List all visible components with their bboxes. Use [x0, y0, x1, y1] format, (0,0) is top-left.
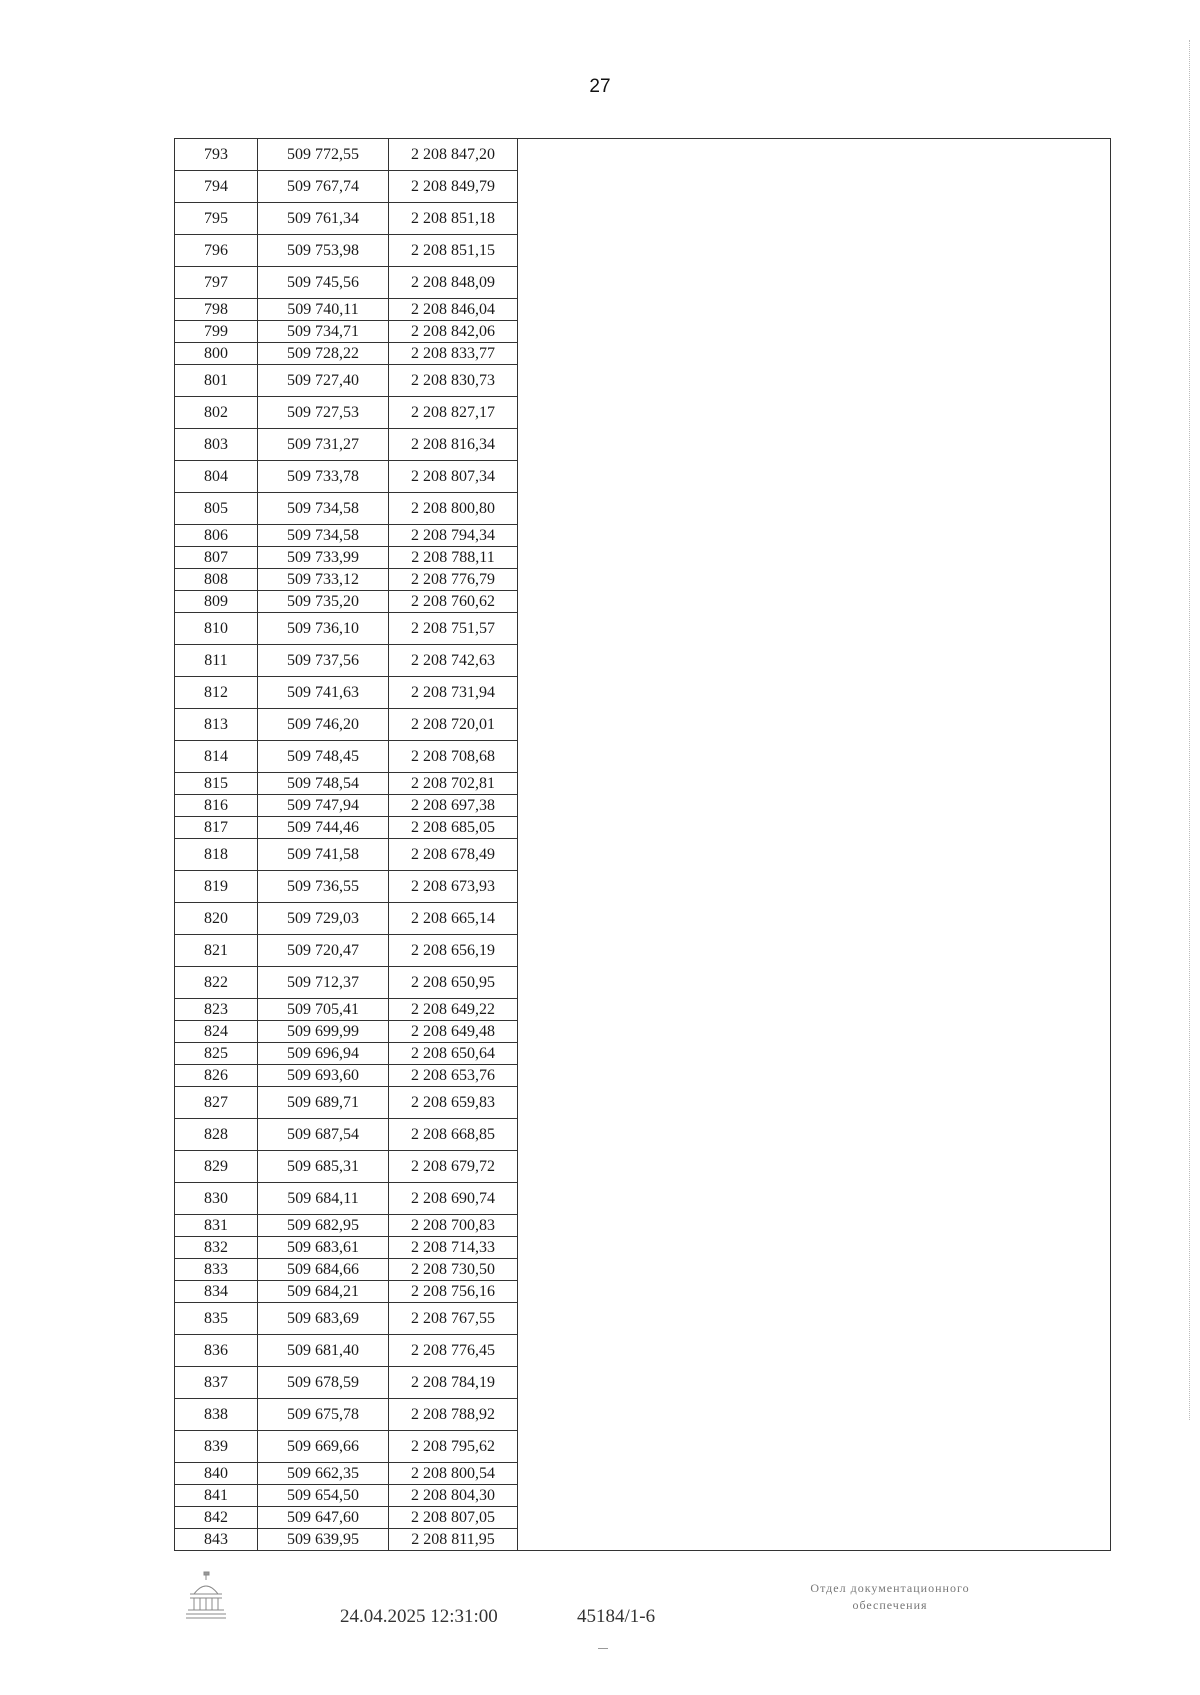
point-number-cell: 795	[175, 203, 258, 235]
y-coordinate-cell: 2 208 702,81	[389, 773, 518, 795]
y-coordinate-cell: 2 208 685,05	[389, 817, 518, 839]
y-coordinate-cell: 2 208 697,38	[389, 795, 518, 817]
y-coordinate-cell: 2 208 700,83	[389, 1215, 518, 1237]
y-coordinate-cell: 2 208 659,83	[389, 1087, 518, 1119]
x-coordinate-cell: 509 687,54	[258, 1119, 389, 1151]
y-coordinate-cell: 2 208 649,22	[389, 999, 518, 1021]
x-coordinate-cell: 509 744,46	[258, 817, 389, 839]
point-number-cell: 801	[175, 365, 258, 397]
y-coordinate-cell: 2 208 784,19	[389, 1367, 518, 1399]
point-number-cell: 805	[175, 493, 258, 525]
point-number-cell: 838	[175, 1399, 258, 1431]
y-coordinate-cell: 2 208 679,72	[389, 1151, 518, 1183]
x-coordinate-cell: 509 684,21	[258, 1281, 389, 1303]
x-coordinate-cell: 509 733,99	[258, 547, 389, 569]
point-number-cell: 826	[175, 1065, 258, 1087]
point-number-cell: 798	[175, 299, 258, 321]
x-coordinate-cell: 509 731,27	[258, 429, 389, 461]
x-coordinate-cell: 509 699,99	[258, 1021, 389, 1043]
footer-department	[740, 1580, 1040, 1614]
x-coordinate-cell: 509 712,37	[258, 967, 389, 999]
y-coordinate-cell: 2 208 650,95	[389, 967, 518, 999]
point-number-cell: 829	[175, 1151, 258, 1183]
y-coordinate-cell: 2 208 846,04	[389, 299, 518, 321]
point-number-cell: 833	[175, 1259, 258, 1281]
point-number-cell: 842	[175, 1507, 258, 1529]
x-coordinate-cell: 509 696,94	[258, 1043, 389, 1065]
x-coordinate-cell: 509 746,20	[258, 709, 389, 741]
point-number-cell: 840	[175, 1463, 258, 1485]
footer-department-line1: Отдел документационного	[810, 1581, 970, 1595]
y-coordinate-cell: 2 208 760,62	[389, 591, 518, 613]
x-coordinate-cell: 509 736,10	[258, 613, 389, 645]
x-coordinate-cell: 509 741,58	[258, 839, 389, 871]
point-number-cell: 830	[175, 1183, 258, 1215]
x-coordinate-cell: 509 683,61	[258, 1237, 389, 1259]
point-number-cell: 810	[175, 613, 258, 645]
x-coordinate-cell: 509 727,40	[258, 365, 389, 397]
point-number-cell: 825	[175, 1043, 258, 1065]
y-coordinate-cell: 2 208 690,74	[389, 1183, 518, 1215]
y-coordinate-cell: 2 208 833,77	[389, 343, 518, 365]
point-number-cell: 837	[175, 1367, 258, 1399]
footer-document-number: 45184/1-6	[577, 1606, 656, 1627]
duma-building-logo-icon	[184, 1570, 228, 1622]
point-number-cell: 821	[175, 935, 258, 967]
x-coordinate-cell: 509 639,95	[258, 1529, 389, 1551]
table-row	[175, 139, 1111, 171]
point-number-cell: 811	[175, 645, 258, 677]
point-number-cell: 841	[175, 1485, 258, 1507]
y-coordinate-cell: 2 208 816,34	[389, 429, 518, 461]
point-number-cell: 822	[175, 967, 258, 999]
x-coordinate-cell: 509 662,35	[258, 1463, 389, 1485]
x-coordinate-cell: 509 761,34	[258, 203, 389, 235]
x-coordinate-cell: 509 727,53	[258, 397, 389, 429]
x-coordinate-cell: 509 745,56	[258, 267, 389, 299]
y-coordinate-cell: 2 208 656,19	[389, 935, 518, 967]
scan-edge-marks	[1189, 40, 1192, 1420]
x-coordinate-cell: 509 748,54	[258, 773, 389, 795]
point-number-cell: 807	[175, 547, 258, 569]
footer-department-line2: обеспечения	[852, 1598, 928, 1612]
y-coordinate-cell: 2 208 795,62	[389, 1431, 518, 1463]
point-number-cell: 831	[175, 1215, 258, 1237]
y-coordinate-cell: 2 208 788,92	[389, 1399, 518, 1431]
point-number-cell: 809	[175, 591, 258, 613]
y-coordinate-cell: 2 208 807,34	[389, 461, 518, 493]
x-coordinate-cell: 509 747,94	[258, 795, 389, 817]
y-coordinate-cell: 2 208 668,85	[389, 1119, 518, 1151]
x-coordinate-cell: 509 736,55	[258, 871, 389, 903]
page-number: 27	[589, 76, 611, 97]
x-coordinate-cell: 509 675,78	[258, 1399, 389, 1431]
point-number-cell: 797	[175, 267, 258, 299]
y-coordinate-cell: 2 208 842,06	[389, 321, 518, 343]
x-coordinate-cell: 509 767,74	[258, 171, 389, 203]
x-coordinate-cell: 509 772,55	[258, 139, 389, 171]
y-coordinate-cell: 2 208 742,63	[389, 645, 518, 677]
point-number-cell: 800	[175, 343, 258, 365]
point-number-cell: 815	[175, 773, 258, 795]
point-number-cell: 812	[175, 677, 258, 709]
y-coordinate-cell: 2 208 807,05	[389, 1507, 518, 1529]
point-number-cell: 802	[175, 397, 258, 429]
point-number-cell: 835	[175, 1303, 258, 1335]
coordinates-table-body	[175, 139, 1111, 1551]
x-coordinate-cell: 509 728,22	[258, 343, 389, 365]
point-number-cell: 816	[175, 795, 258, 817]
x-coordinate-cell: 509 735,20	[258, 591, 389, 613]
x-coordinate-cell: 509 669,66	[258, 1431, 389, 1463]
y-coordinate-cell: 2 208 720,01	[389, 709, 518, 741]
point-number-cell: 803	[175, 429, 258, 461]
coordinates-table	[174, 138, 1111, 1551]
y-coordinate-cell: 2 208 650,64	[389, 1043, 518, 1065]
y-coordinate-cell: 2 208 776,45	[389, 1335, 518, 1367]
y-coordinate-cell: 2 208 848,09	[389, 267, 518, 299]
x-coordinate-cell: 509 678,59	[258, 1367, 389, 1399]
y-coordinate-cell: 2 208 708,68	[389, 741, 518, 773]
y-coordinate-cell: 2 208 811,95	[389, 1529, 518, 1551]
footer-date: 24.04.2025 12:31:00	[340, 1606, 498, 1627]
x-coordinate-cell: 509 720,47	[258, 935, 389, 967]
y-coordinate-cell: 2 208 851,18	[389, 203, 518, 235]
x-coordinate-cell: 509 734,58	[258, 493, 389, 525]
point-number-cell: 806	[175, 525, 258, 547]
y-coordinate-cell: 2 208 653,76	[389, 1065, 518, 1087]
x-coordinate-cell: 509 693,60	[258, 1065, 389, 1087]
y-coordinate-cell: 2 208 830,73	[389, 365, 518, 397]
y-coordinate-cell: 2 208 665,14	[389, 903, 518, 935]
y-coordinate-cell: 2 208 649,48	[389, 1021, 518, 1043]
y-coordinate-cell: 2 208 851,15	[389, 235, 518, 267]
y-coordinate-cell: 2 208 788,11	[389, 547, 518, 569]
blank-column	[518, 139, 1111, 1551]
x-coordinate-cell: 509 685,31	[258, 1151, 389, 1183]
x-coordinate-cell: 509 748,45	[258, 741, 389, 773]
y-coordinate-cell: 2 208 714,33	[389, 1237, 518, 1259]
y-coordinate-cell: 2 208 794,34	[389, 525, 518, 547]
point-number-cell: 843	[175, 1529, 258, 1551]
point-number-cell: 799	[175, 321, 258, 343]
point-number-cell: 828	[175, 1119, 258, 1151]
x-coordinate-cell: 509 734,71	[258, 321, 389, 343]
bottom-dash	[598, 1648, 608, 1649]
x-coordinate-cell: 509 740,11	[258, 299, 389, 321]
y-coordinate-cell: 2 208 730,50	[389, 1259, 518, 1281]
point-number-cell: 794	[175, 171, 258, 203]
point-number-cell: 814	[175, 741, 258, 773]
x-coordinate-cell: 509 734,58	[258, 525, 389, 547]
y-coordinate-cell: 2 208 776,79	[389, 569, 518, 591]
point-number-cell: 836	[175, 1335, 258, 1367]
y-coordinate-cell: 2 208 756,16	[389, 1281, 518, 1303]
y-coordinate-cell: 2 208 804,30	[389, 1485, 518, 1507]
x-coordinate-cell: 509 647,60	[258, 1507, 389, 1529]
y-coordinate-cell: 2 208 827,17	[389, 397, 518, 429]
point-number-cell: 793	[175, 139, 258, 171]
point-number-cell: 804	[175, 461, 258, 493]
point-number-cell: 824	[175, 1021, 258, 1043]
y-coordinate-cell: 2 208 847,20	[389, 139, 518, 171]
y-coordinate-cell: 2 208 731,94	[389, 677, 518, 709]
point-number-cell: 817	[175, 817, 258, 839]
x-coordinate-cell: 509 689,71	[258, 1087, 389, 1119]
y-coordinate-cell: 2 208 673,93	[389, 871, 518, 903]
y-coordinate-cell: 2 208 678,49	[389, 839, 518, 871]
x-coordinate-cell: 509 733,78	[258, 461, 389, 493]
y-coordinate-cell: 2 208 800,80	[389, 493, 518, 525]
point-number-cell: 819	[175, 871, 258, 903]
x-coordinate-cell: 509 683,69	[258, 1303, 389, 1335]
point-number-cell: 808	[175, 569, 258, 591]
point-number-cell: 832	[175, 1237, 258, 1259]
x-coordinate-cell: 509 753,98	[258, 235, 389, 267]
x-coordinate-cell: 509 684,66	[258, 1259, 389, 1281]
x-coordinate-cell: 509 684,11	[258, 1183, 389, 1215]
y-coordinate-cell: 2 208 751,57	[389, 613, 518, 645]
y-coordinate-cell: 2 208 800,54	[389, 1463, 518, 1485]
x-coordinate-cell: 509 737,56	[258, 645, 389, 677]
point-number-cell: 820	[175, 903, 258, 935]
point-number-cell: 818	[175, 839, 258, 871]
point-number-cell: 823	[175, 999, 258, 1021]
x-coordinate-cell: 509 705,41	[258, 999, 389, 1021]
x-coordinate-cell: 509 729,03	[258, 903, 389, 935]
point-number-cell: 813	[175, 709, 258, 741]
point-number-cell: 827	[175, 1087, 258, 1119]
point-number-cell: 839	[175, 1431, 258, 1463]
x-coordinate-cell: 509 682,95	[258, 1215, 389, 1237]
x-coordinate-cell: 509 654,50	[258, 1485, 389, 1507]
x-coordinate-cell: 509 681,40	[258, 1335, 389, 1367]
x-coordinate-cell: 509 741,63	[258, 677, 389, 709]
point-number-cell: 834	[175, 1281, 258, 1303]
x-coordinate-cell: 509 733,12	[258, 569, 389, 591]
y-coordinate-cell: 2 208 767,55	[389, 1303, 518, 1335]
y-coordinate-cell: 2 208 849,79	[389, 171, 518, 203]
point-number-cell: 796	[175, 235, 258, 267]
